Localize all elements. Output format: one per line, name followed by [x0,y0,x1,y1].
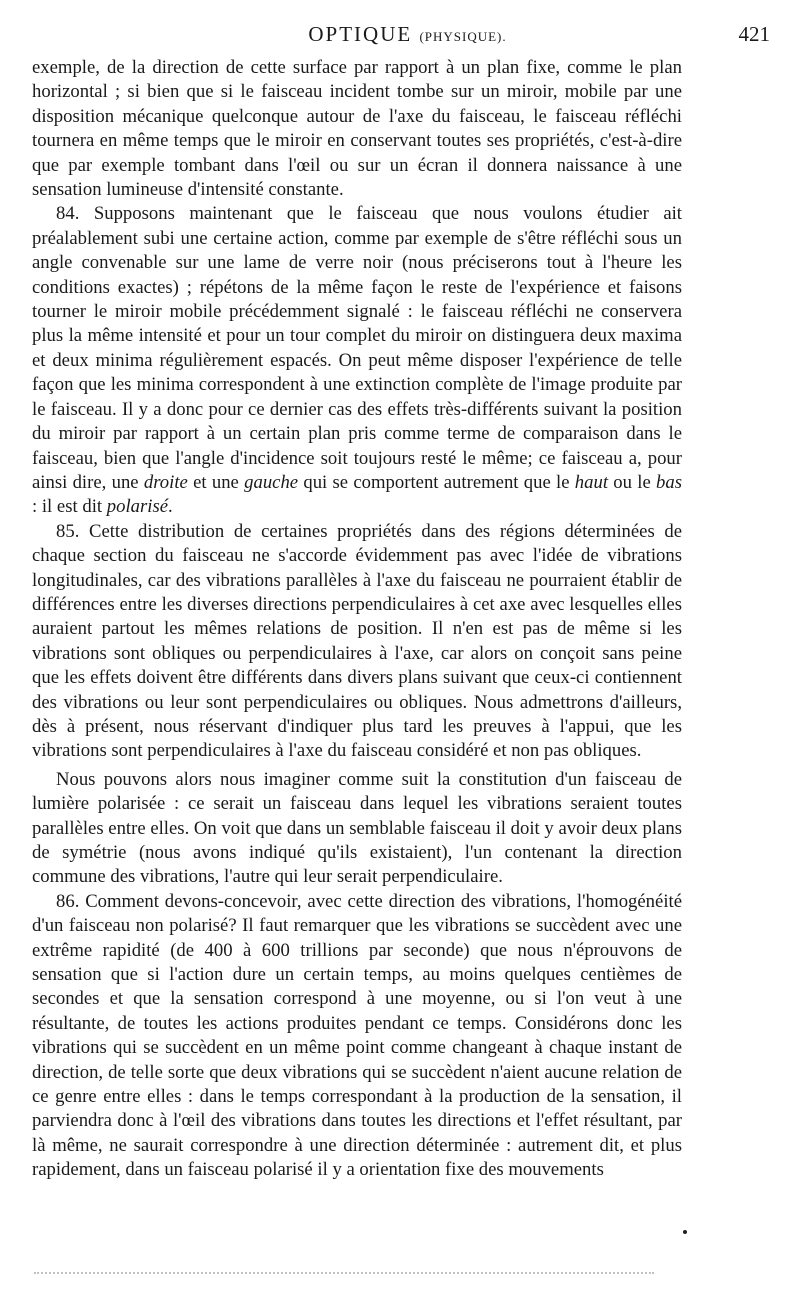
term-haut: haut [574,471,609,493]
p84-tail-mid4: : il est dit [32,496,107,518]
p84-tail-mid3: ou le [608,471,657,493]
p84-tail-pre: une [111,471,144,493]
paragraph-86: 86. Comment devons-concevoir, avec cette direction des vibrations, l'homogénéité d'un faisceau non polarisé? Il faut remarquer que les vibrations se succèdent avec une extrême rapidité (de 400 à 600 trillions par seconde) que nous n'éprouvons de sensation que si l'action dure un certain temps, au moins quelques centièmes de secondes et que la sensation correspond à une moyenne, ou si l'on veut à une résultante, de toutes les actions produites pendant ce temps. Considérons donc les vibrations qui se succèdent en un même point comme changeant à chaque instant de direction, de telle sorte que deux vibrations qui se succèdent n'aient aucune relation de ce genre entre elles : dans le temps correspondant à la production de la sensation, il parviendra donc à l'œil des vibrations dans toutes les directions et l'effet résultant, par là même, ne saurait correspondre à une direction déterminée : autrement dit, et plus rapidement, dans un faisceau polarisé il y a orientation fixe des mouvements [32,890,682,1181]
term-bas: bas [656,471,682,493]
page-number: 421 [738,22,770,46]
p84-tail-mid1: et une [187,471,245,493]
p84-tail-mid2: qui se comportent autrement que le [298,471,575,493]
running-title [22,22,688,47]
ink-speck [683,1230,687,1234]
paragraph-84-text: 84. Supposons maintenant que le faisceau que nous voulons étudier ait préalablement subi une certaine action, comme par exemple de s'être réfléchi sous un angle convenable sur une lame de verre noir (nous préciserons tout à l'heure les conditions exactes) ; répétons de la même façon le reste de l'expérience et faisons tourner le miroir mobile précédemment signalé : le faisceau réfléchi ne conservera plus la même intensité et pour un tour complet du miroir on distinguera deux maxima et deux minima régulièrement espacés. On peut même disposer l'expérience de telle façon que les minima correspondent à une extinction complète de l'image produite par le faisceau. Il y a donc pour ce dernier cas des effets très-différents suivant la position du miroir par rapport à un certain plan pris comme terme de comparaison dans le faisceau, bien que l'angle d'incidence soit toujours resté le même; ce faisceau a, pour ainsi dire, [32,203,682,493]
p84-tail-end: . [168,496,173,518]
term-droite: droite [143,471,188,493]
term-gauche: gauche [244,471,299,493]
page-body [32,56,682,1183]
header-title: OPTIQUE [308,22,413,46]
running-header [22,22,770,52]
paragraph-84 [32,202,682,519]
term-polarise: polarisé [106,496,169,518]
paragraph-continuation: exemple, de la direction de cette surface par rapport à un plan fixe, comme le plan horizontal ; si bien que si le faisceau incident tombe sur un miroir, mobile par une disposition mécanique quelconque autour de l'axe du faisceau, le faisceau réfléchi tournera en même temps que le miroir en conservant toutes ses propriétés, c'est-à-dire que par exemple tombant dans l'œil ou sur un écran il donnera naissance à une sensation lumineuse d'intensité constante. [32,57,682,201]
paragraph-85: 85. Cette distribution de certaines propriétés dans des régions déterminées de chaque section du faisceau ne s'accorde évidemment pas avec l'idée de vibrations longitudinales, car des vibrations parallèles à l'axe du faisceau ne pourraient établir de différences entre les diverses directions perpendiculaires à cet axe avec lesquelles elles auraient partout les mêmes relations de position. Il n'en est pas de même si les vibrations sont obliques ou perpendiculaires à l'axe, car alors on conçoit sans peine que les effets doivent être différents dans divers plans suivant que ceux-ci contiennent des vibrations ou leur sont perpendiculaires ou obliques. Nous admettrons d'ailleurs, dès à présent, nous réservant d'indiquer plus tard les preuves à l'appui, que les vibrations sont perpendiculaires à l'axe du faisceau considéré et non pas obliques. [32,520,682,762]
header-subtitle: (PHYSIQUE). [419,29,507,44]
paragraph-85-continued: Nous pouvons alors nous imaginer comme suit la constitution d'un faisceau de lumière polarisée : ce serait un faisceau dans lequel les vibrations seraient toutes parallèles entre elles. On voit que dans un semblable faisceau il doit y avoir deux plans de symétrie (nous avons indiqué qu'ils existaient), l'un contenant la direction commune des vibrations, l'autre qui leur serait perpendiculaire. [32,768,682,888]
footer-bleed-through [34,1272,654,1277]
